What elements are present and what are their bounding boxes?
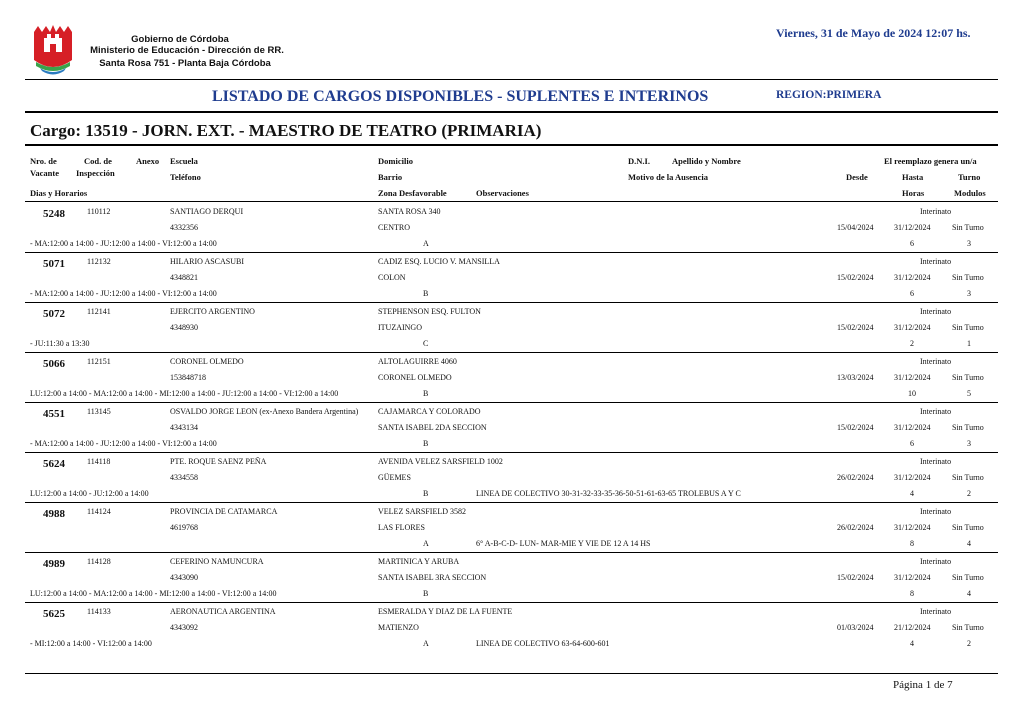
col-anexo: Anexo (136, 156, 160, 166)
school-name: HILARIO ASCASUBI (170, 257, 245, 266)
col-dias-horarios: Dias y Horarios (30, 188, 88, 198)
zone: A (423, 639, 429, 648)
hours: 10 (908, 389, 916, 398)
col-escuela: Escuela (170, 156, 198, 166)
zone: A (423, 239, 429, 248)
neighborhood: SANTA ISABEL 2DA SECCION (378, 423, 487, 432)
modules: 2 (967, 639, 971, 648)
school-address: CADIZ ESQ. LUCIO V. MANSILLA (378, 257, 500, 266)
modules: 4 (967, 589, 971, 598)
org-address: Santa Rosa 751 - Planta Baja Córdoba (99, 58, 271, 69)
hours: 6 (910, 289, 914, 298)
inspection-code: 114128 (87, 557, 111, 566)
schedule: LU:12:00 a 14:00 - JU:12:00 a 14:00 (30, 489, 149, 498)
table-row (25, 302, 998, 353)
col-telefono: Teléfono (170, 172, 201, 182)
observations: 6° A-B-C-D- LUN- MAR-MIE Y VIE DE 12 A 14 HS (476, 539, 651, 548)
date-from: 26/02/2024 (837, 473, 874, 482)
observations: LINEA DE COLECTIVO 63-64-600-601 (476, 639, 610, 648)
inspection-code: 112151 (87, 357, 111, 366)
neighborhood: ITUZAINGO (378, 323, 422, 332)
date-to: 31/12/2024 (894, 523, 931, 532)
date-to: 31/12/2024 (894, 223, 931, 232)
school-address: SANTA ROSA 340 (378, 207, 441, 216)
page-number: Página 1 de 7 (893, 679, 953, 691)
position-type: Interinato (920, 357, 952, 366)
date-to: 31/12/2024 (894, 323, 931, 332)
footer-divider (25, 673, 998, 674)
hours: 6 (910, 439, 914, 448)
col-inspeccion: Inspección (76, 168, 115, 178)
modules: 4 (967, 539, 971, 548)
col-cod-de: Cod. de (84, 156, 112, 166)
date-to: 31/12/2024 (894, 573, 931, 582)
school-name: CORONEL OLMEDO (170, 357, 244, 366)
position-type: Interinato (920, 207, 952, 216)
school-address: VELEZ SARSFIELD 3582 (378, 507, 466, 516)
vacante-number: 5248 (43, 208, 65, 220)
date-to: 21/12/2024 (894, 623, 931, 632)
school-address: STEPHENSON ESQ. FULTON (378, 307, 481, 316)
table-row (25, 252, 998, 303)
date-from: 15/02/2024 (837, 323, 874, 332)
shift: Sin Turno (952, 223, 984, 232)
inspection-code: 113145 (87, 407, 111, 416)
school-address: AVENIDA VELEZ SARSFIELD 1002 (378, 457, 503, 466)
neighborhood: SANTA ISABEL 3RA SECCION (378, 573, 487, 582)
date-to: 31/12/2024 (894, 473, 931, 482)
modules: 3 (967, 239, 971, 248)
position-type: Interinato (920, 557, 952, 566)
date-from: 01/03/2024 (837, 623, 874, 632)
neighborhood: LAS FLORES (378, 523, 425, 532)
vacante-number: 5066 (43, 358, 65, 370)
vacante-number: 5625 (43, 608, 65, 620)
neighborhood: CORONEL OLMEDO (378, 373, 452, 382)
shift: Sin Turno (952, 373, 984, 382)
zone: B (423, 439, 429, 448)
school-phone: 153848718 (170, 373, 206, 382)
report-date: Viernes, 31 de Mayo de 2024 12:07 hs. (776, 26, 971, 40)
observations: LINEA DE COLECTIVO 30-31-32-33-35-36-50-51-61-63-65 TROLEBUS A Y C (476, 489, 741, 498)
header-divider (25, 79, 998, 80)
table-row (25, 452, 998, 503)
col-horas: Horas (902, 188, 925, 198)
vacante-number: 4988 (43, 508, 65, 520)
neighborhood: CENTRO (378, 223, 410, 232)
shift: Sin Turno (952, 623, 984, 632)
col-reemplazo: El reemplazo genera un/a (884, 156, 977, 166)
title-divider (25, 111, 998, 113)
date-from: 13/03/2024 (837, 373, 874, 382)
hours: 8 (910, 539, 914, 548)
table-row (25, 352, 998, 403)
schedule: - MA:12:00 a 14:00 - JU:12:00 a 14:00 - VI:12:00 a 14:00 (30, 289, 217, 298)
school-name: SANTIAGO DERQUI (170, 207, 244, 216)
inspection-code: 110112 (87, 207, 111, 216)
school-name: OSVALDO JORGE LEON (ex-Anexo Bandera Argentina) (170, 407, 359, 416)
schedule: - MA:12:00 a 14:00 - JU:12:00 a 14:00 - VI:12:00 a 14:00 (30, 239, 217, 248)
col-hasta: Hasta (902, 172, 924, 182)
schedule: LU:12:00 a 14:00 - MA:12:00 a 14:00 - MI:12:00 a 14:00 - VI:12:00 a 14:00 (30, 589, 277, 598)
shift: Sin Turno (952, 473, 984, 482)
school-phone: 4348821 (170, 273, 198, 282)
shift: Sin Turno (952, 323, 984, 332)
date-from: 15/04/2024 (837, 223, 874, 232)
date-from: 26/02/2024 (837, 523, 874, 532)
school-address: CAJAMARCA Y COLORADO (378, 407, 481, 416)
zone: B (423, 389, 429, 398)
position-type: Interinato (920, 607, 952, 616)
date-to: 31/12/2024 (894, 373, 931, 382)
hours: 4 (910, 489, 914, 498)
schedule: - MA:12:00 a 14:00 - JU:12:00 a 14:00 - VI:12:00 a 14:00 (30, 439, 217, 448)
schedule: - JU:11:30 a 13:30 (30, 339, 90, 348)
modules: 2 (967, 489, 971, 498)
school-address: MARTINICA Y ARUBA (378, 557, 460, 566)
school-phone: 4343092 (170, 623, 198, 632)
shift: Sin Turno (952, 523, 984, 532)
cordoba-coat-of-arms-logo (28, 22, 78, 78)
table-row (25, 402, 998, 453)
table-row (25, 202, 998, 253)
zone: B (423, 489, 429, 498)
cargo-title: Cargo: 13519 - JORN. EXT. - MAESTRO DE TEATRO (PRIMARIA) (30, 121, 542, 140)
date-from: 15/02/2024 (837, 573, 874, 582)
school-address: ESMERALDA Y DIAZ DE LA FUENTE (378, 607, 513, 616)
neighborhood: MATIENZO (378, 623, 419, 632)
org-department: Ministerio de Educación - Dirección de RR. (90, 45, 284, 56)
school-phone: 4334558 (170, 473, 198, 482)
school-name: EJERCITO ARGENTINO (170, 307, 255, 316)
school-name: AERONAUTICA ARGENTINA (170, 607, 276, 616)
col-modulos: Modulos (954, 188, 986, 198)
schedule: LU:12:00 a 14:00 - MA:12:00 a 14:00 - MI:12:00 a 14:00 - JU:12:00 a 14:00 - VI:12:00 a 14:00 (30, 389, 339, 398)
zone: C (423, 339, 429, 348)
inspection-code: 114118 (87, 457, 111, 466)
vacante-number: 4989 (43, 558, 65, 570)
inspection-code: 112141 (87, 307, 111, 316)
position-type: Interinato (920, 307, 952, 316)
col-turno: Turno (958, 172, 981, 182)
org-name: Gobierno de Córdoba (131, 34, 229, 45)
table-row (25, 552, 998, 603)
table-row (25, 502, 998, 553)
position-type: Interinato (920, 457, 952, 466)
hours: 2 (910, 339, 914, 348)
col-barrio: Barrio (378, 172, 403, 182)
vacante-number: 5071 (43, 258, 65, 270)
school-phone: 4348930 (170, 323, 198, 332)
date-from: 15/02/2024 (837, 273, 874, 282)
zone: B (423, 589, 429, 598)
col-observaciones: Observaciones (476, 188, 529, 198)
col-vacante: Vacante (30, 168, 59, 178)
col-desde: Desde (846, 172, 868, 182)
position-type: Interinato (920, 507, 952, 516)
hours: 6 (910, 239, 914, 248)
school-address: ALTOLAGUIRRE 4060 (378, 357, 457, 366)
inspection-code: 112132 (87, 257, 111, 266)
vacante-number: 5072 (43, 308, 65, 320)
hours: 4 (910, 639, 914, 648)
cargo-divider (25, 144, 998, 146)
date-to: 31/12/2024 (894, 273, 931, 282)
col-nro-de: Nro. de (30, 156, 57, 166)
modules: 3 (967, 289, 971, 298)
modules: 1 (967, 339, 971, 348)
col-domicilio: Domicilio (378, 156, 413, 166)
school-name: CEFERINO NAMUNCURA (170, 557, 264, 566)
inspection-code: 114124 (87, 507, 111, 516)
vacante-number: 4551 (43, 408, 65, 420)
position-type: Interinato (920, 257, 952, 266)
shift: Sin Turno (952, 573, 984, 582)
modules: 5 (967, 389, 971, 398)
col-dni: D.N.I. (628, 156, 650, 166)
school-phone: 4332356 (170, 223, 198, 232)
table-row (25, 602, 998, 652)
position-type: Interinato (920, 407, 952, 416)
modules: 3 (967, 439, 971, 448)
inspection-code: 114133 (87, 607, 111, 616)
hours: 8 (910, 589, 914, 598)
date-from: 15/02/2024 (837, 423, 874, 432)
report-title: LISTADO DE CARGOS DISPONIBLES - SUPLENTES E INTERINOS (212, 88, 709, 105)
vacante-number: 5624 (43, 458, 65, 470)
school-phone: 4619768 (170, 523, 198, 532)
school-phone: 4343090 (170, 573, 198, 582)
school-phone: 4343134 (170, 423, 198, 432)
zone: A (423, 539, 429, 548)
school-name: PROVINCIA DE CATAMARCA (170, 507, 278, 516)
shift: Sin Turno (952, 273, 984, 282)
region-label: REGION:PRIMERA (776, 89, 882, 101)
col-motivo: Motivo de la Ausencia (628, 172, 709, 182)
col-zona: Zona Desfavorable (378, 188, 447, 198)
shift: Sin Turno (952, 423, 984, 432)
schedule: - MI:12:00 a 14:00 - VI:12:00 a 14:00 (30, 639, 152, 648)
col-apellido: Apellido y Nombre (672, 156, 741, 166)
neighborhood: COLON (378, 273, 406, 282)
school-name: PTE. ROQUE SAENZ PEÑA (170, 457, 267, 466)
zone: B (423, 289, 429, 298)
date-to: 31/12/2024 (894, 423, 931, 432)
neighborhood: GÜEMES (378, 473, 411, 482)
